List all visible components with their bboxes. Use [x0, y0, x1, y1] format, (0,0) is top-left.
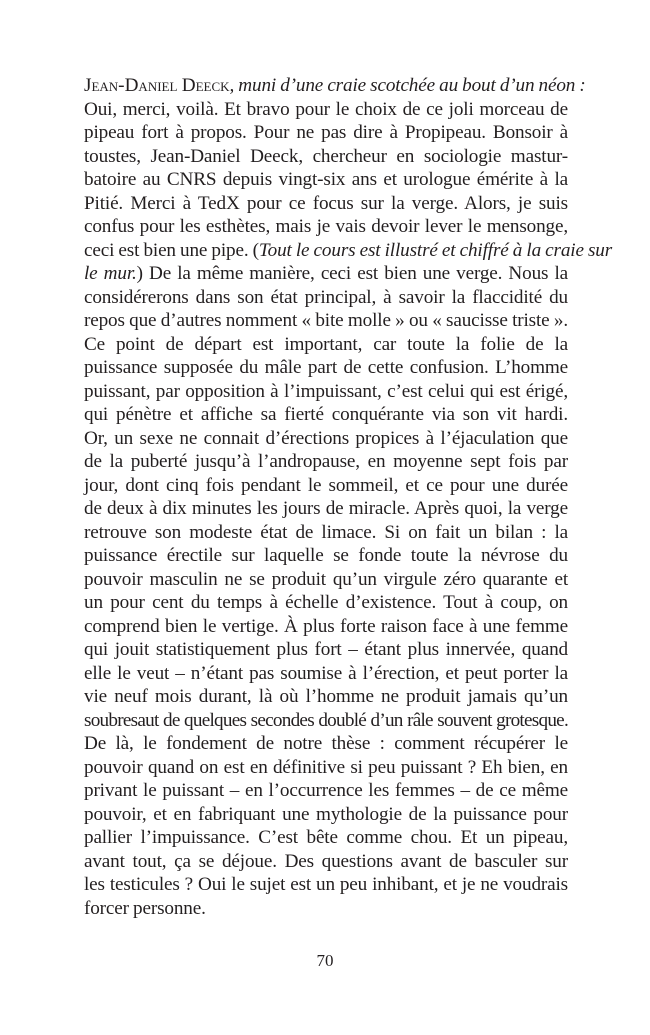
text-line [84, 239, 613, 263]
speaker-name: Jean-Daniel Deeck [84, 75, 230, 96]
text-line: puissance érectile sur laquelle se fonde toute la névrose du [84, 545, 568, 566]
text-line: batoire au CNRS depuis vingt-six ans et urologue émérite à la [84, 169, 568, 190]
text-line: un pour cent du temps à échelle d’existence. Tout à coup, on [84, 592, 568, 613]
text-line: pouvoir masculin ne se produit qu’un virgule zéro quarante et [84, 568, 568, 590]
text-line: elle le veut – n’étant pas soumise à l’érection, et peut porter la [84, 662, 568, 684]
text-line: de deux à dix minutes les jours de miracle. Après quoi, la verge [84, 498, 568, 519]
text-line: forcer personne. [84, 897, 206, 919]
text-line: soubresaut de quelques secondes doublé d’un râle souvent grotesque. [84, 709, 568, 731]
text-line: pallier l’impuissance. C’est bête comme chou. Et un pipeau, [84, 827, 568, 848]
text-line: vie neuf mois durant, là où l’homme ne produit jamais qu’un [84, 686, 568, 707]
text-fragment: ceci est bien une pipe. ( [84, 239, 259, 261]
page-number: 70 [316, 951, 334, 970]
text-line: avant tout, ça se déjoue. Des questions avant de basculer sur [84, 850, 568, 872]
text-fragment: ) De la même manière, ceci est bien une verge. Nous la [136, 263, 569, 284]
text-line: confus pour les esthètes, mais je vais devoir lever le mensonge, [84, 216, 568, 237]
text-line: jour, dont cinq fois pendant le sommeil, et ce pour une durée [84, 474, 568, 496]
text-line: retrouve son modeste état de limace. Si on fait un bilan : la [84, 521, 568, 543]
text-line: qui jouit statistiquement plus fort – étant plus innervée, quand [84, 639, 568, 660]
stage-direction: Tout le cours est illustré et chiffré à la craie sur [258, 239, 613, 261]
text-line: pouvoir, et en fabriquant une mythologie de la puissance pour [84, 803, 568, 825]
text-line [84, 74, 586, 98]
text-line: De là, le fondement de notre thèse : comment récupérer le [84, 733, 568, 754]
body-text [84, 74, 613, 920]
text-line: pipeau fort à propos. Pour ne pas dire à Propipeau. Bonsoir à [84, 122, 568, 143]
text-line [84, 262, 568, 286]
stage-direction: , muni d’une craie scotchée au bout d’un néon : [229, 75, 586, 96]
text-line: Pitié. Merci à TedX pour ce focus sur la verge. Alors, je suis [84, 192, 568, 214]
text-line: Ce point de départ est important, car toute la folie de la [84, 333, 568, 355]
text-line: Oui, merci, voilà. Et bravo pour le choix de ce joli morceau de [84, 98, 568, 120]
text-line: repos que d’autres nomment « bite molle » ou « saucisse triste ». [84, 310, 568, 331]
text-line: comprend bien le vertige. À plus forte raison face à une femme [84, 615, 568, 637]
stage-direction: le mur. [84, 263, 137, 284]
text-line: puissance supposée du mâle part de cette confusion. L’homme [84, 357, 568, 378]
text-line: qui pénètre et affiche sa fierté conquérante via son vit hardi. [84, 404, 568, 425]
text-line: de la puberté jusqu’à l’andropause, en moyenne sept fois par [84, 451, 568, 472]
text-line: pouvoir quand on est en définitive si peu puissant ? Eh bien, en [84, 756, 568, 778]
text-line: considérerons dans son état principal, à savoir la flaccidité du [84, 286, 568, 308]
text-line: les testicules ? Oui le sujet est un peu inhibant, et je ne voudrais [84, 874, 568, 895]
text-line: puissant, par opposition à l’impuissant, c’est celui qui est érigé, [84, 380, 568, 402]
text-line: privant le puissant – en l’occurrence les femmes – de ce même [84, 780, 568, 801]
text-line: Or, un sexe ne connait d’érections propices à l’éjaculation que [84, 427, 568, 449]
text-line: toustes, Jean-Daniel Deeck, chercheur en sociologie mastur- [84, 145, 568, 167]
